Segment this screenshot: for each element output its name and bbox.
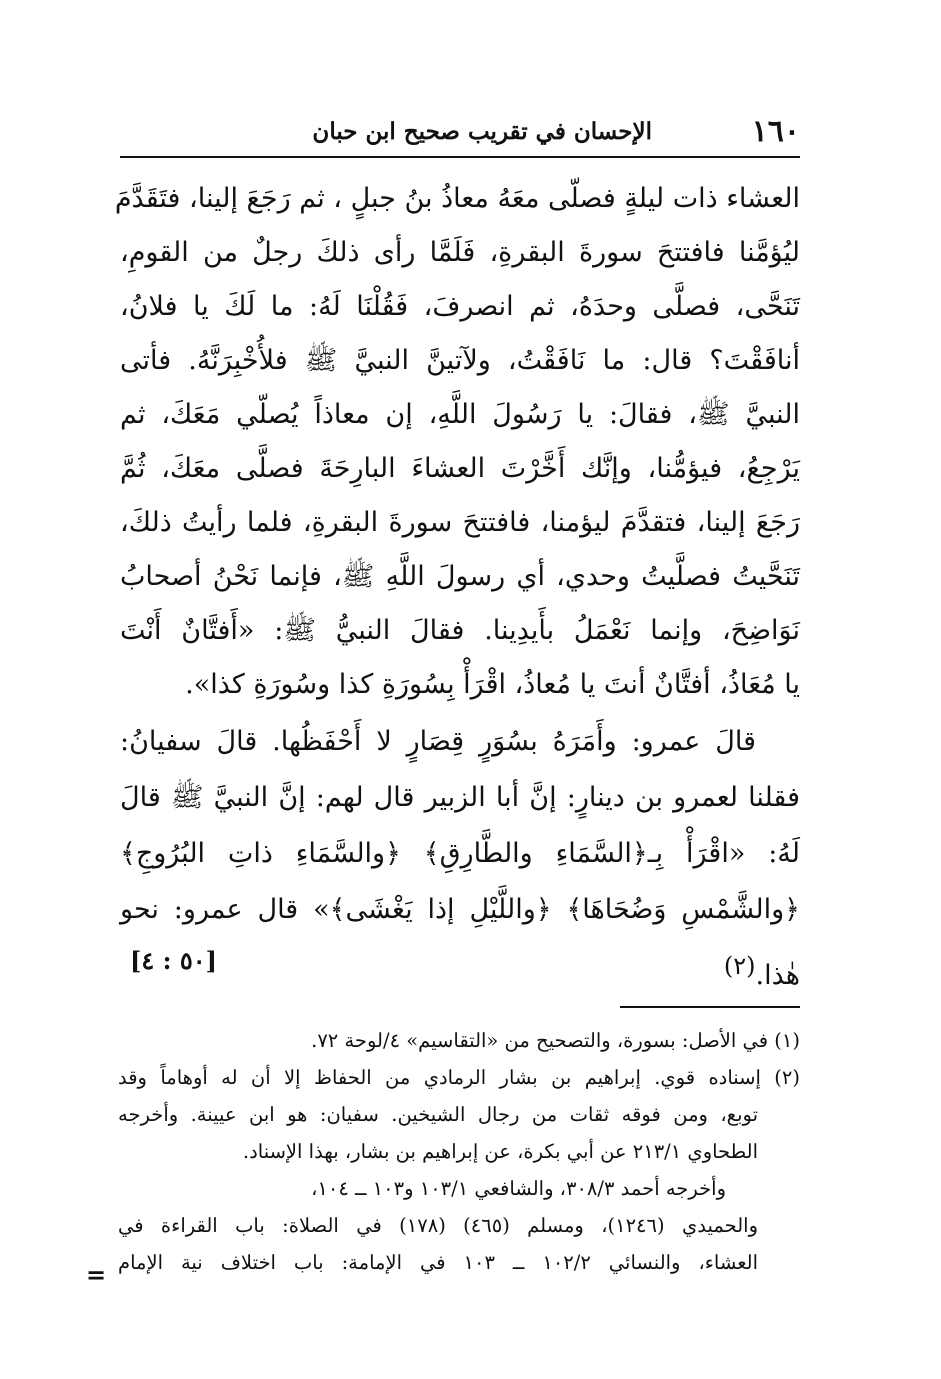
text-line: يَرْجِعُ، فيؤمُّنا، وإنَّك أَخَّرْتَ العشاءَ البارِحَةَ فصلَّى معَكَ، ثُمَّ xyxy=(120,453,800,484)
text-line: تَنَحَّى، فصلَّى وحدَهُ، ثم انصرفَ، فَقُلْنَا لَهُ: ما لَكَ يا فلانُ، xyxy=(120,291,800,322)
narration-paragraph xyxy=(120,714,800,994)
text-line: نَوَاضِحَ، وإنما نَعْمَلُ بأَيدِينا. فقالَ النبيُّ ﷺ: «أَفتَّانٌ أَنْتَ xyxy=(120,615,800,646)
text-line: فقلنا لعمرو بن دينارٍ: إنَّ أبا الزبير قال لهم: إنَّ النبيَّ ﷺ قالَ xyxy=(120,782,800,813)
footnote-2-line: وأخرجه أحمد ٣٠٨/٣، والشافعي ١٠٣/١ و١٠٣ ــ ١٠٤، xyxy=(311,1177,726,1200)
text-line: قالَ عمرو: وأَمَرَهُ بسُوَرٍ قِصَارٍ لا أَحْفَظُها. قالَ سفيانُ: xyxy=(120,726,756,757)
footnotes xyxy=(118,1022,800,1281)
text-line: أنافَقْتَ؟ قال: ما نَافَقْتُ، ولآتينَّ النبيَّ ﷺ فلأُخْبِرَنَّهُ. فأتى xyxy=(120,345,800,376)
footnote-2-line: والحميدي (١٢٤٦)، ومسلم (٤٦٥) (١٧٨) في الصلاة: باب القراءة في xyxy=(118,1214,759,1237)
text-line: تَنَحَّيتُ فصلَّيتُ وحدي، أي رسولَ اللَّهِ ﷺ، فإنما نَحْنُ أصحابُ xyxy=(120,561,800,592)
text-line: ﴿والشَّمْسِ وَضُحَاهَا﴾ ﴿واللَّيْلِ إذا يَغْشَى﴾» قال عمرو: نحو xyxy=(120,894,800,925)
text-line: النبيَّ ﷺ، فقالَ: يا رَسُولَ اللَّهِ، إن معاذاً يُصلّي مَعَكَ، ثم xyxy=(120,399,800,430)
text-line: يا مُعَاذُ، أفتَّانٌ أنتَ يا مُعاذُ، اقْرَأْ بِسُورَةِ كذا وسُورَةِ كذا». xyxy=(185,669,800,700)
hadith-text xyxy=(114,172,800,712)
footnote-2-line: العشاء، والنسائي ١٠٢/٢ ــ ١٠٣ في الإمامة: باب اختلاف نية الإمام xyxy=(118,1251,759,1274)
footnote-2-line: (٢) إسناده قوي. إبراهيم بن بشار الرمادي من الحفاظ إلا أن له أوهاماً وقد xyxy=(118,1066,800,1089)
hadith-reference: [٥٠ : ٤] xyxy=(130,946,217,975)
text-line: العشاء ذات ليلةٍ فصلّى معَهُ معاذُ بنُ جبلٍ ، ثم رَجَعَ إلينا، فتَقَدَّمَ xyxy=(114,183,800,214)
page-header xyxy=(120,112,800,152)
text-line: لَهُ: «اقْرَأْ بِـ﴿السَّمَاءِ والطَّارِقِ﴾ ﴿والسَّمَاءِ ذاتِ البُرُوجِ﴾ xyxy=(120,838,800,869)
footnote-2-line: توبع، ومن فوقه ثقات من رجال الشيخين. سفيان: هو ابن عيينة. وأخرجه xyxy=(118,1103,758,1126)
text-line: رَجَعَ إلينا، فتقدَّمَ ليؤمنا، فافتتحَ سورةَ البقرةِ، فلما رأيتُ ذلكَ، xyxy=(120,507,800,538)
header-rule xyxy=(120,156,800,158)
footnote-marker: (٢) xyxy=(723,952,756,980)
footnote-2-line: الطحاوي ٢١٣/١ عن أبي بكرة، عن إبراهيم بن بشار، بهذا الإسناد. xyxy=(242,1140,758,1163)
footnote-separator xyxy=(620,1006,800,1008)
page-number: ١٦٠ xyxy=(751,114,800,149)
running-title: الإحسان في تقريب صحيح ابن حبان xyxy=(312,118,652,145)
continuation-mark: = xyxy=(86,1260,107,1289)
footnote-1: (١) في الأصل: بسورة، والتصحيح من «التقاسيم» ٤/لوحة ٧٢. xyxy=(311,1029,800,1052)
text-line: ليُؤمَّنا فافتتحَ سورةَ البقرةِ، فَلَمَّا رأى ذلكَ رجلٌ من القومِ، xyxy=(120,237,800,268)
text-line: هٰذا.$^{(٢)}$ xyxy=(723,952,800,991)
